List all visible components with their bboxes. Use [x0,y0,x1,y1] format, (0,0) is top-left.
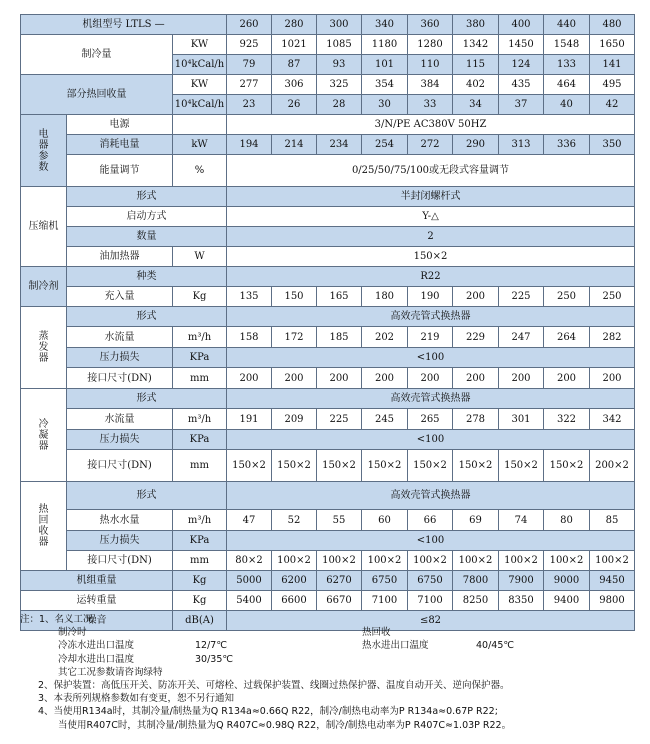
size-value: 100×2 [590,551,635,571]
charge-value: 165 [317,287,362,307]
group-label-char: 器 [38,353,49,364]
recovery-kcal: 42 [590,95,635,115]
size-value: 100×2 [272,551,317,571]
recovery-kcal: 34 [453,95,499,115]
table-row [21,155,635,187]
compressor-group: 压缩机 [21,187,67,267]
table-row [21,247,635,267]
consumption-value: 290 [453,135,499,155]
condenser-group [21,389,67,482]
size-value: 100×2 [499,551,544,571]
note-4b: 当使用R407C时，其制冷量/制热量为Q R407C≈0.98Q R22，制冷/制热电动率为P R407C≈1.03P R22。 [58,719,512,731]
size-label: 接口尺寸(DN) [67,450,173,482]
charge-value: 250 [544,287,590,307]
size-value: 150×2 [272,450,317,482]
model-number: 380 [453,15,499,35]
note-heat-recovery-mode: 热回收 [362,627,391,639]
refrigerant-group: 制冷剂 [21,267,67,307]
recovery-kw: 464 [544,75,590,95]
table-row [21,571,635,591]
operating-weight-value: 5400 [227,591,272,611]
recovery-kw: 435 [499,75,544,95]
operating-weight-label: 运转重量 [21,591,173,611]
size-value: 200 [317,368,362,389]
flow-value: 264 [544,327,590,348]
table-row [21,187,635,207]
capacity-value: 0/25/50/75/100或无段式容量调节 [227,155,635,187]
table-row [21,115,635,135]
recovery-kw: 384 [408,75,453,95]
unit: KW [173,35,227,55]
flow-value: 52 [272,510,317,531]
type-label: 形式 [67,482,227,510]
cooling-kcal: 133 [544,55,590,75]
model-header: 机组型号 LTLS — [21,15,227,35]
size-value: 100×2 [544,551,590,571]
flow-value: 301 [499,409,544,430]
power-value: 3/N/PE AC380V 50HZ [227,115,635,135]
loss-value: <100 [227,348,635,368]
cooling-kcal: 79 [227,55,272,75]
loss-label: 压力损失 [67,430,173,450]
flow-value: 172 [272,327,317,348]
model-number: 260 [227,15,272,35]
model-number: 300 [317,15,362,35]
charge-value: 180 [362,287,408,307]
type-value: 高效壳管式换热器 [227,389,635,409]
heater-value: 150×2 [227,247,635,267]
flow-value: 74 [499,510,544,531]
recovery-kcal: 26 [272,95,317,115]
cooling-kw: 1650 [590,35,635,55]
size-value: 150×2 [453,450,499,482]
model-number: 480 [590,15,635,35]
type-value: 高效壳管式换热器 [227,482,635,510]
type-label: 形式 [67,307,227,327]
recovery-kcal: 40 [544,95,590,115]
size-value: 200 [227,368,272,389]
recovery-kw: 402 [453,75,499,95]
group-label-char: 器 [38,440,49,452]
unit-weight-value: 5000 [227,571,272,591]
group-label-char: 器 [38,139,49,151]
consumption-value: 254 [362,135,408,155]
flow-value: 158 [227,327,272,348]
flow-value: 185 [317,327,362,348]
table-row [21,389,635,409]
flow-value: 191 [227,409,272,430]
note-cooling-value: 30/35℃ [195,653,234,665]
cooling-kw: 1180 [362,35,408,55]
unit: dB(A) [173,611,227,631]
consumption-value: 313 [499,135,544,155]
cooling-kcal: 141 [590,55,635,75]
flow-value: 342 [590,409,635,430]
model-number: 440 [544,15,590,35]
loss-label: 压力损失 [67,531,173,551]
group-label-char: 回 [38,515,49,526]
note-3: 3、本表所列规格参数如有变更，恕不另行通知 [38,693,235,705]
noise-value: ≤82 [227,611,635,631]
size-value: 150×2 [499,450,544,482]
flow-value: 245 [362,409,408,430]
flow-value: 322 [544,409,590,430]
note-cooling-mode: 制冷时 [58,627,87,639]
consumption-value: 234 [317,135,362,155]
recovery-kcal: 28 [317,95,362,115]
recovery-hx-group [21,482,67,571]
operating-weight-value: 8250 [453,591,499,611]
table-row [21,15,635,35]
model-number: 360 [408,15,453,35]
operating-weight-value: 6670 [317,591,362,611]
note-4a: 4、当使用R134a时，其制冷量/制热量为Q R134a≈0.66Q R22，制冷/制热电动率为P R134a≈0.67P R22; [38,706,498,718]
notes-section [20,613,640,732]
note-other: 其它工况参数请咨询绿特 [58,666,163,678]
size-value: 150×2 [362,450,408,482]
charge-value: 135 [227,287,272,307]
unit: KPa [173,430,227,450]
unit: m³/h [173,327,227,348]
size-label: 接口尺寸(DN) [67,368,173,389]
unit: Kg [173,571,227,591]
flow-value: 278 [453,409,499,430]
unit: 10⁴kCal/h [173,55,227,75]
flow-value: 229 [453,327,499,348]
type-label: 种类 [67,267,227,287]
unit-weight-value: 7800 [453,571,499,591]
unit-weight-value: 6750 [408,571,453,591]
unit-weight-value: 6750 [362,571,408,591]
operating-weight-value: 7100 [408,591,453,611]
size-value: 150×2 [544,450,590,482]
flow-value: 209 [272,409,317,430]
recovery-kcal: 37 [499,95,544,115]
recovery-kcal: 23 [227,95,272,115]
unit: m³/h [173,510,227,531]
group-label-char: 参 [38,150,49,162]
power-label: 电源 [67,115,173,135]
recovery-kcal: 30 [362,95,408,115]
table-row [21,430,635,450]
group-label-char: 热 [38,504,49,515]
capacity-label: 能量调节 [67,155,173,187]
flow-value: 202 [362,327,408,348]
loss-value: <100 [227,430,635,450]
recovery-kw: 325 [317,75,362,95]
note-1: 注：1、名义工况 [20,614,93,625]
recovery-kw: 277 [227,75,272,95]
start-value: Y-△ [227,207,635,227]
cooling-kcal: 110 [408,55,453,75]
loss-value: <100 [227,531,635,551]
unit: 10⁴kCal/h [173,95,227,115]
heater-label: 油加热器 [67,247,173,267]
table-row [21,287,635,307]
flow-value: 47 [227,510,272,531]
table-row [21,531,635,551]
unit: mm [173,450,227,482]
size-value: 100×2 [408,551,453,571]
group-label-char: 数 [38,161,49,173]
flow-value: 55 [317,510,362,531]
group-label-char: 器 [38,537,49,548]
unit [173,115,227,135]
noise-label: 噪音 [21,611,173,631]
note-chilled-value: 12/7℃ [195,640,228,652]
recovery-kcal: 33 [408,95,453,115]
charge-value: 200 [453,287,499,307]
group-label-char: 收 [38,526,49,537]
table-row [21,450,635,482]
note-cooling-water: 冷却水进出口温度 [58,653,135,665]
unit: Kg [173,591,227,611]
size-value: 100×2 [362,551,408,571]
flow-label: 水流量 [67,327,173,348]
cooling-kw: 1548 [544,35,590,55]
flow-value: 60 [362,510,408,531]
size-value: 200 [362,368,408,389]
size-value: 150×2 [227,450,272,482]
type-label: 形式 [67,389,227,409]
table-row [21,409,635,430]
table-row [21,368,635,389]
consumption-value: 194 [227,135,272,155]
quantity-value: 2 [227,227,635,247]
recovery-kw: 306 [272,75,317,95]
group-label-char: 冷 [38,418,49,430]
cooling-kcal: 115 [453,55,499,75]
unit: mm [173,551,227,571]
unit-weight-value: 9450 [590,571,635,591]
model-number: 400 [499,15,544,35]
size-value: 200 [453,368,499,389]
unit: W [173,247,227,267]
type-label: 形式 [67,187,227,207]
cooling-kw: 1021 [272,35,317,55]
consumption-value: 336 [544,135,590,155]
cooling-kcal: 87 [272,55,317,75]
table-row [21,135,635,155]
table-row [21,307,635,327]
flow-value: 225 [317,409,362,430]
table-row [21,35,635,55]
size-value: 100×2 [317,551,362,571]
flow-value: 85 [590,510,635,531]
unit: m³/h [173,409,227,430]
recovery-kw: 354 [362,75,408,95]
cooling-kcal: 93 [317,55,362,75]
cooling-kw: 1342 [453,35,499,55]
cooling-kw: 1280 [408,35,453,55]
flow-value: 80 [544,510,590,531]
size-label: 接口尺寸(DN) [67,551,173,571]
table-row [21,591,635,611]
size-value: 150×2 [408,450,453,482]
operating-weight-value: 9400 [544,591,590,611]
operating-weight-value: 6600 [272,591,317,611]
table-row [21,348,635,368]
model-number: 340 [362,15,408,35]
unit: mm [173,368,227,389]
cooling-capacity-label: 制冷量 [21,35,173,75]
spec-table [20,14,635,631]
group-label-char: 发 [38,342,49,353]
electrical-group [21,115,67,187]
table-row [21,227,635,247]
table-row [21,267,635,287]
size-value: 80×2 [227,551,272,571]
consumption-label: 消耗电量 [67,135,173,155]
charge-value: 250 [590,287,635,307]
quantity-label: 数量 [67,227,227,247]
table-row [21,510,635,531]
table-row [21,207,635,227]
cooling-kcal: 124 [499,55,544,75]
evaporator-group [21,307,67,389]
size-value: 200 [272,368,317,389]
table-row [21,482,635,510]
operating-weight-value: 8350 [499,591,544,611]
flow-value: 282 [590,327,635,348]
heat-recovery-label: 部分热回收量 [21,75,173,115]
type-value: R22 [227,267,635,287]
table-row [21,327,635,348]
unit-weight-value: 6200 [272,571,317,591]
operating-weight-value: 7100 [362,591,408,611]
type-value: 高效壳管式换热器 [227,307,635,327]
cooling-kw: 1085 [317,35,362,55]
size-value: 200 [590,368,635,389]
table-row [21,551,635,571]
unit: KPa [173,531,227,551]
cooling-kcal: 101 [362,55,408,75]
model-number: 280 [272,15,317,35]
note-2: 2、保护装置：高低压开关、防冻开关、可熔栓、过载保护装置、线圈过热保护器、温度自动开关、逆向保护器。 [38,679,510,691]
note-chilled-water: 冷冻水进出口温度 [58,640,135,652]
flow-label: 热水水量 [67,510,173,531]
size-value: 100×2 [453,551,499,571]
size-value: 200 [544,368,590,389]
type-value: 半封闭螺杆式 [227,187,635,207]
flow-value: 69 [453,510,499,531]
cooling-kw: 925 [227,35,272,55]
size-value: 200 [408,368,453,389]
unit: Kg [173,287,227,307]
table-row [21,75,635,95]
consumption-value: 214 [272,135,317,155]
size-value: 200 [499,368,544,389]
note-hot-water: 热水进出口温度 [362,640,429,652]
charge-value: 225 [499,287,544,307]
flow-value: 265 [408,409,453,430]
loss-label: 压力损失 [67,348,173,368]
unit: KW [173,75,227,95]
group-label-char: 电 [38,128,49,140]
operating-weight-value: 9800 [590,591,635,611]
start-label: 启动方式 [67,207,227,227]
flow-value: 66 [408,510,453,531]
note-hot-value: 40/45℃ [476,640,515,652]
size-value: 200×2 [590,450,635,482]
group-label-char: 凝 [38,429,49,441]
charge-value: 150 [272,287,317,307]
consumption-value: 350 [590,135,635,155]
cooling-kw: 1450 [499,35,544,55]
recovery-kw: 495 [590,75,635,95]
unit: KPa [173,348,227,368]
charge-value: 190 [408,287,453,307]
unit-weight-value: 7900 [499,571,544,591]
flow-value: 247 [499,327,544,348]
unit-weight-label: 机组重量 [21,571,173,591]
unit: % [173,155,227,187]
unit: kW [173,135,227,155]
unit-weight-value: 9000 [544,571,590,591]
consumption-value: 272 [408,135,453,155]
group-label-char: 蒸 [38,331,49,342]
size-value: 150×2 [317,450,362,482]
charge-label: 充入量 [67,287,173,307]
unit-weight-value: 6270 [317,571,362,591]
flow-label: 水流量 [67,409,173,430]
flow-value: 219 [408,327,453,348]
